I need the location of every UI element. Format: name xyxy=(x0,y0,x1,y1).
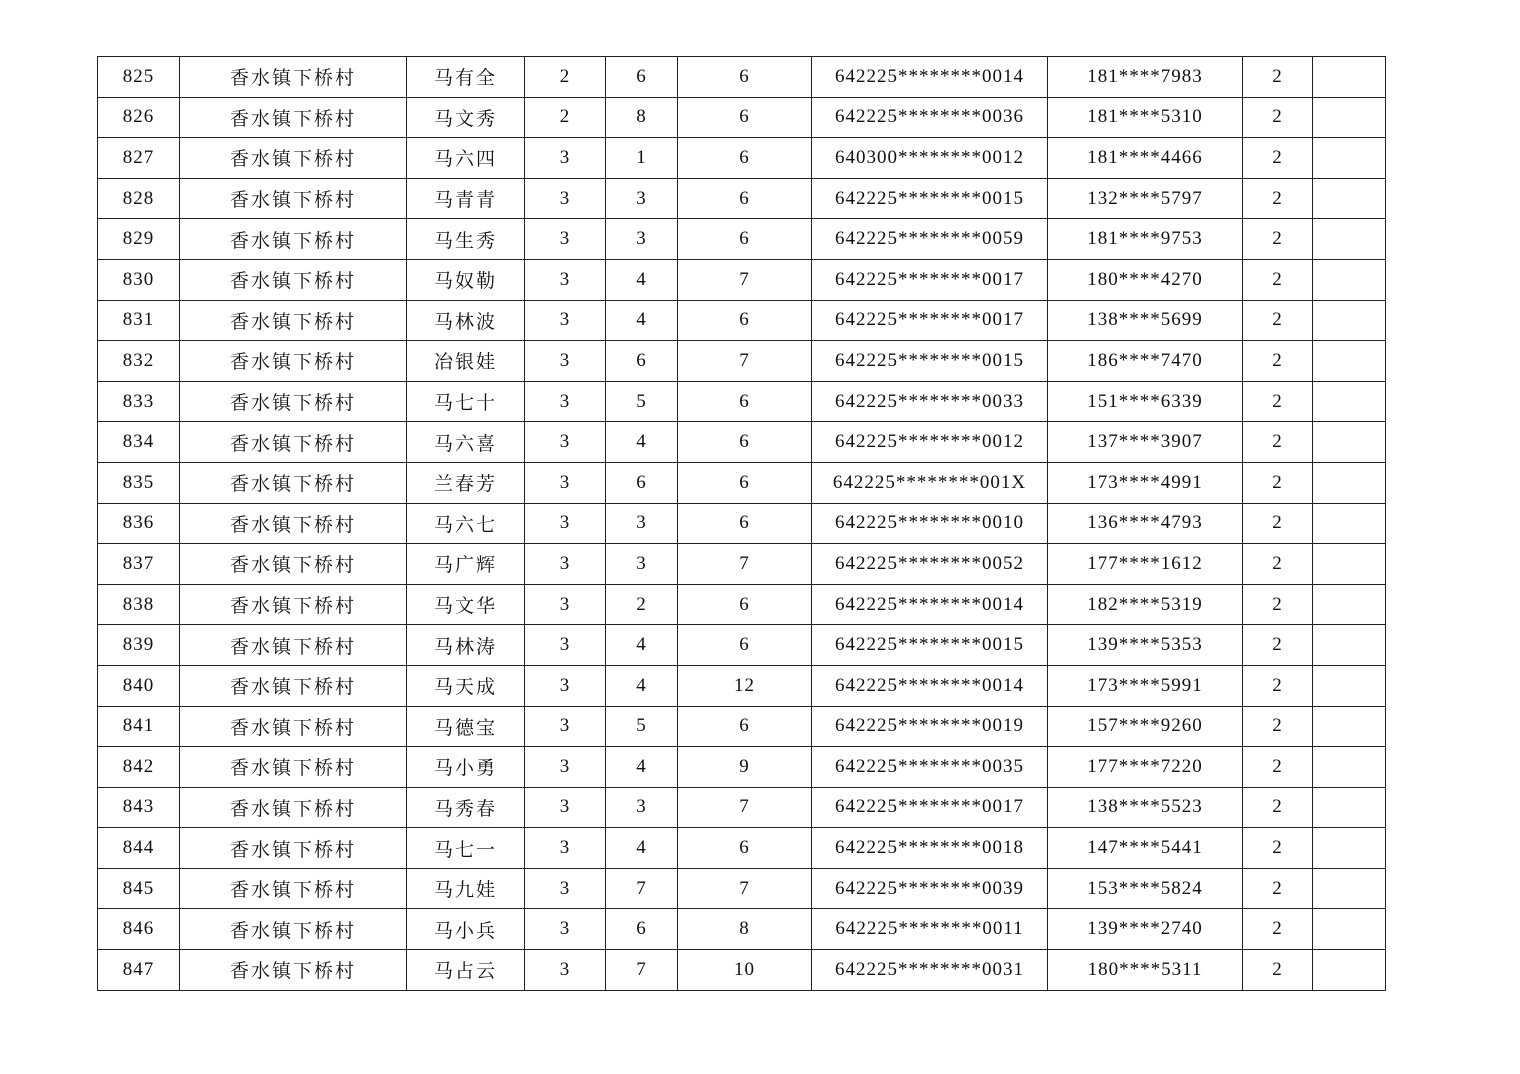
table-row xyxy=(98,584,1386,625)
cell-column-9: 2 xyxy=(1243,341,1313,382)
cell-column-6: 7 xyxy=(678,259,812,300)
cell-person-name: 马秀春 xyxy=(407,787,525,828)
cell-note xyxy=(1313,341,1386,382)
cell-serial-number: 840 xyxy=(98,665,180,706)
cell-column-4: 3 xyxy=(525,828,606,869)
cell-id-number: 642225********0031 xyxy=(812,950,1048,991)
cell-note xyxy=(1313,422,1386,463)
cell-column-6: 7 xyxy=(678,868,812,909)
cell-column-5: 5 xyxy=(606,706,678,747)
cell-id-number: 642225********0033 xyxy=(812,381,1048,422)
cell-column-6: 7 xyxy=(678,787,812,828)
cell-column-5: 6 xyxy=(606,341,678,382)
table-row xyxy=(98,462,1386,503)
cell-id-number: 642225********0036 xyxy=(812,97,1048,138)
table-row xyxy=(98,178,1386,219)
cell-column-5: 7 xyxy=(606,868,678,909)
cell-serial-number: 825 xyxy=(98,57,180,98)
cell-person-name: 马占云 xyxy=(407,950,525,991)
cell-phone: 151****6339 xyxy=(1048,381,1243,422)
cell-note xyxy=(1313,57,1386,98)
cell-column-4: 3 xyxy=(525,259,606,300)
cell-note xyxy=(1313,868,1386,909)
cell-village: 香水镇下桥村 xyxy=(180,178,407,219)
cell-person-name: 马六四 xyxy=(407,138,525,179)
cell-phone: 139****5353 xyxy=(1048,625,1243,666)
cell-column-5: 6 xyxy=(606,909,678,950)
cell-id-number: 642225********0018 xyxy=(812,828,1048,869)
cell-column-4: 3 xyxy=(525,868,606,909)
cell-person-name: 马六七 xyxy=(407,503,525,544)
cell-serial-number: 837 xyxy=(98,544,180,585)
cell-column-9: 2 xyxy=(1243,57,1313,98)
cell-column-4: 3 xyxy=(525,665,606,706)
cell-column-6: 6 xyxy=(678,422,812,463)
cell-village: 香水镇下桥村 xyxy=(180,341,407,382)
cell-column-5: 4 xyxy=(606,625,678,666)
table-row xyxy=(98,665,1386,706)
cell-village: 香水镇下桥村 xyxy=(180,706,407,747)
cell-note xyxy=(1313,909,1386,950)
cell-column-4: 3 xyxy=(525,138,606,179)
cell-column-9: 2 xyxy=(1243,219,1313,260)
cell-column-4: 3 xyxy=(525,787,606,828)
cell-note xyxy=(1313,97,1386,138)
cell-village: 香水镇下桥村 xyxy=(180,950,407,991)
cell-phone: 137****3907 xyxy=(1048,422,1243,463)
cell-phone: 181****5310 xyxy=(1048,97,1243,138)
cell-serial-number: 836 xyxy=(98,503,180,544)
cell-village: 香水镇下桥村 xyxy=(180,787,407,828)
table-row xyxy=(98,747,1386,788)
cell-column-4: 3 xyxy=(525,300,606,341)
cell-person-name: 马有全 xyxy=(407,57,525,98)
cell-person-name: 马文华 xyxy=(407,584,525,625)
cell-column-5: 4 xyxy=(606,422,678,463)
cell-id-number: 642225********0010 xyxy=(812,503,1048,544)
cell-column-6: 6 xyxy=(678,462,812,503)
cell-serial-number: 846 xyxy=(98,909,180,950)
table-row xyxy=(98,341,1386,382)
cell-column-6: 6 xyxy=(678,138,812,179)
cell-village: 香水镇下桥村 xyxy=(180,747,407,788)
cell-person-name: 马文秀 xyxy=(407,97,525,138)
cell-column-6: 6 xyxy=(678,97,812,138)
cell-serial-number: 843 xyxy=(98,787,180,828)
cell-serial-number: 842 xyxy=(98,747,180,788)
cell-column-9: 2 xyxy=(1243,950,1313,991)
cell-phone: 173****4991 xyxy=(1048,462,1243,503)
cell-column-9: 2 xyxy=(1243,259,1313,300)
cell-column-5: 3 xyxy=(606,178,678,219)
cell-serial-number: 835 xyxy=(98,462,180,503)
cell-column-9: 2 xyxy=(1243,909,1313,950)
cell-village: 香水镇下桥村 xyxy=(180,57,407,98)
cell-person-name: 马小兵 xyxy=(407,909,525,950)
cell-serial-number: 839 xyxy=(98,625,180,666)
cell-serial-number: 830 xyxy=(98,259,180,300)
cell-serial-number: 845 xyxy=(98,868,180,909)
cell-column-9: 2 xyxy=(1243,544,1313,585)
cell-column-6: 6 xyxy=(678,300,812,341)
roster-table xyxy=(97,56,1386,991)
table-row xyxy=(98,57,1386,98)
cell-serial-number: 847 xyxy=(98,950,180,991)
cell-column-5: 3 xyxy=(606,503,678,544)
cell-column-6: 6 xyxy=(678,178,812,219)
cell-village: 香水镇下桥村 xyxy=(180,544,407,585)
cell-village: 香水镇下桥村 xyxy=(180,259,407,300)
cell-column-5: 3 xyxy=(606,544,678,585)
cell-person-name: 马六喜 xyxy=(407,422,525,463)
cell-column-6: 9 xyxy=(678,747,812,788)
cell-note xyxy=(1313,544,1386,585)
cell-column-5: 7 xyxy=(606,950,678,991)
cell-person-name: 马奴勒 xyxy=(407,259,525,300)
cell-id-number: 642225********001X xyxy=(812,462,1048,503)
table-row xyxy=(98,422,1386,463)
cell-phone: 147****5441 xyxy=(1048,828,1243,869)
cell-column-4: 3 xyxy=(525,909,606,950)
cell-phone: 180****5311 xyxy=(1048,950,1243,991)
cell-column-9: 2 xyxy=(1243,706,1313,747)
cell-column-4: 3 xyxy=(525,381,606,422)
cell-serial-number: 832 xyxy=(98,341,180,382)
cell-phone: 182****5319 xyxy=(1048,584,1243,625)
table-row xyxy=(98,503,1386,544)
cell-column-5: 2 xyxy=(606,584,678,625)
cell-column-9: 2 xyxy=(1243,584,1313,625)
table-row xyxy=(98,950,1386,991)
cell-column-5: 3 xyxy=(606,219,678,260)
roster-body xyxy=(98,57,1386,991)
cell-serial-number: 841 xyxy=(98,706,180,747)
cell-id-number: 642225********0014 xyxy=(812,584,1048,625)
cell-id-number: 642225********0059 xyxy=(812,219,1048,260)
cell-column-5: 3 xyxy=(606,787,678,828)
cell-column-6: 6 xyxy=(678,584,812,625)
cell-id-number: 642225********0019 xyxy=(812,706,1048,747)
table-row xyxy=(98,300,1386,341)
table-row xyxy=(98,706,1386,747)
cell-phone: 173****5991 xyxy=(1048,665,1243,706)
cell-column-4: 3 xyxy=(525,706,606,747)
cell-column-9: 2 xyxy=(1243,381,1313,422)
cell-village: 香水镇下桥村 xyxy=(180,381,407,422)
cell-column-4: 3 xyxy=(525,422,606,463)
cell-serial-number: 829 xyxy=(98,219,180,260)
cell-column-9: 2 xyxy=(1243,828,1313,869)
cell-column-5: 4 xyxy=(606,747,678,788)
cell-phone: 153****5824 xyxy=(1048,868,1243,909)
cell-person-name: 马林涛 xyxy=(407,625,525,666)
cell-column-9: 2 xyxy=(1243,422,1313,463)
cell-column-4: 2 xyxy=(525,97,606,138)
cell-village: 香水镇下桥村 xyxy=(180,868,407,909)
cell-note xyxy=(1313,381,1386,422)
cell-column-6: 6 xyxy=(678,503,812,544)
cell-note xyxy=(1313,259,1386,300)
cell-id-number: 642225********0015 xyxy=(812,625,1048,666)
cell-column-4: 2 xyxy=(525,57,606,98)
cell-serial-number: 838 xyxy=(98,584,180,625)
table-row xyxy=(98,625,1386,666)
cell-column-6: 10 xyxy=(678,950,812,991)
cell-column-5: 6 xyxy=(606,462,678,503)
cell-village: 香水镇下桥村 xyxy=(180,138,407,179)
table-row xyxy=(98,909,1386,950)
cell-phone: 177****7220 xyxy=(1048,747,1243,788)
cell-note xyxy=(1313,219,1386,260)
cell-id-number: 640300********0012 xyxy=(812,138,1048,179)
cell-column-9: 2 xyxy=(1243,138,1313,179)
cell-column-6: 6 xyxy=(678,828,812,869)
cell-id-number: 642225********0017 xyxy=(812,259,1048,300)
cell-id-number: 642225********0011 xyxy=(812,909,1048,950)
cell-column-4: 3 xyxy=(525,178,606,219)
cell-column-4: 3 xyxy=(525,544,606,585)
cell-column-9: 2 xyxy=(1243,625,1313,666)
cell-note xyxy=(1313,950,1386,991)
cell-note xyxy=(1313,747,1386,788)
cell-column-5: 4 xyxy=(606,828,678,869)
cell-village: 香水镇下桥村 xyxy=(180,462,407,503)
cell-phone: 138****5699 xyxy=(1048,300,1243,341)
cell-note xyxy=(1313,787,1386,828)
cell-id-number: 642225********0035 xyxy=(812,747,1048,788)
cell-column-6: 6 xyxy=(678,706,812,747)
cell-person-name: 马天成 xyxy=(407,665,525,706)
cell-column-6: 6 xyxy=(678,381,812,422)
cell-column-6: 7 xyxy=(678,341,812,382)
cell-column-6: 6 xyxy=(678,57,812,98)
cell-column-9: 2 xyxy=(1243,747,1313,788)
cell-phone: 139****2740 xyxy=(1048,909,1243,950)
cell-column-6: 6 xyxy=(678,219,812,260)
cell-person-name: 马德宝 xyxy=(407,706,525,747)
cell-village: 香水镇下桥村 xyxy=(180,625,407,666)
table-row xyxy=(98,828,1386,869)
cell-column-6: 8 xyxy=(678,909,812,950)
cell-village: 香水镇下桥村 xyxy=(180,665,407,706)
cell-column-9: 2 xyxy=(1243,503,1313,544)
cell-id-number: 642225********0015 xyxy=(812,178,1048,219)
cell-phone: 181****4466 xyxy=(1048,138,1243,179)
cell-column-4: 3 xyxy=(525,747,606,788)
cell-village: 香水镇下桥村 xyxy=(180,300,407,341)
cell-person-name: 马林波 xyxy=(407,300,525,341)
cell-id-number: 642225********0015 xyxy=(812,341,1048,382)
cell-id-number: 642225********0014 xyxy=(812,57,1048,98)
cell-village: 香水镇下桥村 xyxy=(180,828,407,869)
table-row xyxy=(98,138,1386,179)
cell-village: 香水镇下桥村 xyxy=(180,503,407,544)
cell-serial-number: 831 xyxy=(98,300,180,341)
cell-column-6: 7 xyxy=(678,544,812,585)
cell-id-number: 642225********0017 xyxy=(812,300,1048,341)
cell-village: 香水镇下桥村 xyxy=(180,97,407,138)
cell-phone: 177****1612 xyxy=(1048,544,1243,585)
cell-column-4: 3 xyxy=(525,341,606,382)
cell-note xyxy=(1313,300,1386,341)
cell-column-9: 2 xyxy=(1243,178,1313,219)
cell-id-number: 642225********0014 xyxy=(812,665,1048,706)
cell-serial-number: 826 xyxy=(98,97,180,138)
cell-phone: 180****4270 xyxy=(1048,259,1243,300)
cell-column-4: 3 xyxy=(525,625,606,666)
cell-serial-number: 833 xyxy=(98,381,180,422)
cell-note xyxy=(1313,138,1386,179)
cell-serial-number: 834 xyxy=(98,422,180,463)
cell-village: 香水镇下桥村 xyxy=(180,422,407,463)
table-row xyxy=(98,787,1386,828)
cell-column-5: 4 xyxy=(606,259,678,300)
cell-person-name: 马七十 xyxy=(407,381,525,422)
cell-serial-number: 828 xyxy=(98,178,180,219)
cell-serial-number: 827 xyxy=(98,138,180,179)
cell-phone: 186****7470 xyxy=(1048,341,1243,382)
cell-column-5: 6 xyxy=(606,57,678,98)
cell-column-9: 2 xyxy=(1243,787,1313,828)
cell-person-name: 马生秀 xyxy=(407,219,525,260)
cell-column-4: 3 xyxy=(525,950,606,991)
table-row xyxy=(98,544,1386,585)
cell-column-5: 8 xyxy=(606,97,678,138)
cell-column-6: 12 xyxy=(678,665,812,706)
cell-phone: 136****4793 xyxy=(1048,503,1243,544)
cell-phone: 157****9260 xyxy=(1048,706,1243,747)
cell-note xyxy=(1313,178,1386,219)
cell-person-name: 马青青 xyxy=(407,178,525,219)
cell-note xyxy=(1313,625,1386,666)
table-row xyxy=(98,868,1386,909)
cell-village: 香水镇下桥村 xyxy=(180,219,407,260)
cell-column-6: 6 xyxy=(678,625,812,666)
cell-person-name: 马九娃 xyxy=(407,868,525,909)
cell-serial-number: 844 xyxy=(98,828,180,869)
cell-phone: 181****9753 xyxy=(1048,219,1243,260)
cell-id-number: 642225********0052 xyxy=(812,544,1048,585)
cell-column-9: 2 xyxy=(1243,300,1313,341)
cell-column-5: 5 xyxy=(606,381,678,422)
cell-id-number: 642225********0039 xyxy=(812,868,1048,909)
cell-column-4: 3 xyxy=(525,503,606,544)
cell-person-name: 马小勇 xyxy=(407,747,525,788)
cell-note xyxy=(1313,665,1386,706)
cell-note xyxy=(1313,462,1386,503)
cell-person-name: 兰春芳 xyxy=(407,462,525,503)
table-row xyxy=(98,259,1386,300)
cell-column-5: 4 xyxy=(606,665,678,706)
table-row xyxy=(98,219,1386,260)
cell-phone: 181****7983 xyxy=(1048,57,1243,98)
cell-note xyxy=(1313,828,1386,869)
cell-column-4: 3 xyxy=(525,219,606,260)
cell-phone: 132****5797 xyxy=(1048,178,1243,219)
cell-village: 香水镇下桥村 xyxy=(180,909,407,950)
cell-column-9: 2 xyxy=(1243,665,1313,706)
cell-phone: 138****5523 xyxy=(1048,787,1243,828)
cell-column-4: 3 xyxy=(525,462,606,503)
table-row xyxy=(98,381,1386,422)
cell-village: 香水镇下桥村 xyxy=(180,584,407,625)
table-row xyxy=(98,97,1386,138)
cell-column-5: 1 xyxy=(606,138,678,179)
cell-column-9: 2 xyxy=(1243,462,1313,503)
cell-note xyxy=(1313,706,1386,747)
cell-column-5: 4 xyxy=(606,300,678,341)
cell-note xyxy=(1313,503,1386,544)
cell-id-number: 642225********0012 xyxy=(812,422,1048,463)
cell-person-name: 马七一 xyxy=(407,828,525,869)
cell-column-4: 3 xyxy=(525,584,606,625)
cell-column-9: 2 xyxy=(1243,97,1313,138)
cell-column-9: 2 xyxy=(1243,868,1313,909)
cell-person-name: 冶银娃 xyxy=(407,341,525,382)
cell-note xyxy=(1313,584,1386,625)
cell-id-number: 642225********0017 xyxy=(812,787,1048,828)
cell-person-name: 马广辉 xyxy=(407,544,525,585)
